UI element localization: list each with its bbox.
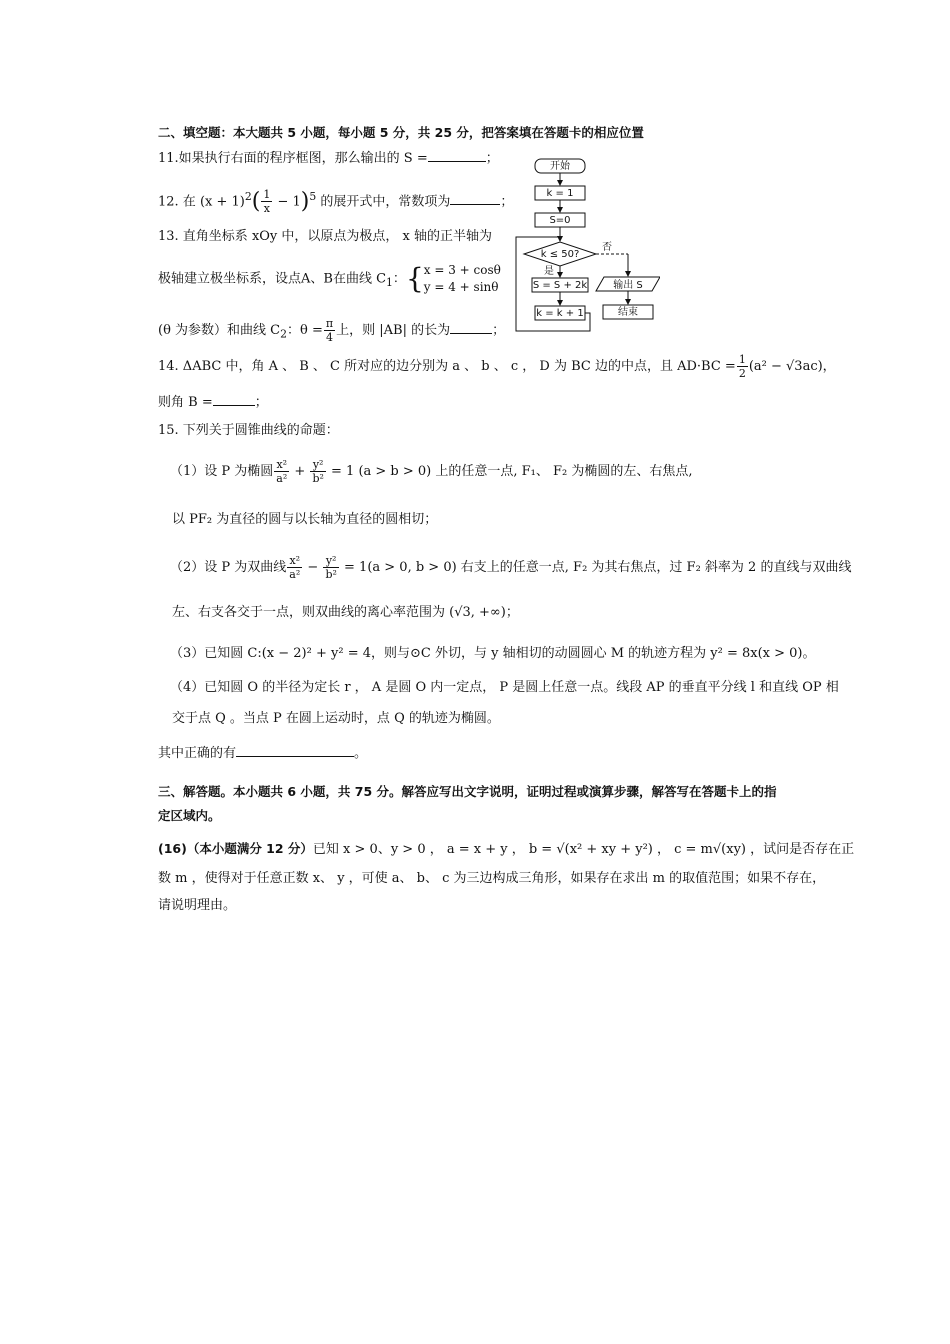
q15-p3: （3）已知圆 C:(x − 2)² + y² = 4，则与⊙C 外切，与 y 轴相切的动圆圆心 M 的轨迹方程为 y² = 8x(x > 0)。: [170, 646, 816, 661]
flow-init-k-text: k = 1: [546, 188, 574, 199]
flow-end-text: 结束: [618, 307, 638, 318]
q16-line1-text: 已知 x > 0、y > 0 ， a = x + y ， b = √(x² + xy + y²) ， c = m√(xy) ，试问是否存在正: [312, 842, 855, 857]
q15-p1-frac1: [274, 458, 289, 485]
flow-cond-text: k ≤ 50?: [540, 249, 580, 260]
q12-paren-open: (: [251, 188, 261, 214]
q13-line1: 13. 直角坐标系 xOy 中，以原点为极点， x 轴的正半轴为: [158, 229, 493, 244]
q12-expr-b: − 1: [273, 194, 301, 210]
flow-start-text: 开始: [550, 161, 570, 172]
q13-pi-num: π: [325, 317, 334, 330]
q15-p2-frac2: [323, 554, 338, 581]
q14-end: ；: [254, 395, 268, 410]
q15-answer-text: 其中正确的有: [158, 746, 237, 761]
q16-label: (16)（本小题满分 12 分）: [158, 841, 313, 856]
q15-p4b: 交于点 Q 。当点 P 在圆上运动时，点 Q 的轨迹为椭圆。: [172, 711, 500, 726]
q15-p2a: （2）设 P 为双曲线: [170, 560, 287, 575]
q15-p2b: = 1(a > 0, b > 0) 右支上的任意一点, F₂ 为其右焦点，过 F₂ 斜率为 2 的直线与双曲线: [339, 560, 852, 575]
q14-line1: [158, 352, 836, 382]
q14-line2: [158, 393, 268, 412]
q15-p1-fn1: x²: [274, 458, 289, 472]
q15-p2-minus: −: [303, 560, 323, 575]
q11-text: 11.如果执行右面的程序框图，那么输出的 S =: [158, 151, 428, 166]
q13-eq1: x = 3 + cosθ: [423, 263, 501, 277]
q13-eq2: y = 4 + sinθ: [423, 280, 499, 294]
q15-end: 。: [354, 746, 368, 761]
q11-end: ；: [485, 151, 499, 166]
section2-title: 二、填空题：本大题共 5 小题，每小题 5 分，共 25 分，把答案填在答题卡的相应位置: [158, 125, 644, 140]
q15-p2-fn2: y²: [323, 554, 338, 568]
q15-p2c: 左、右支各交于一点，则双曲线的离心率范围为 (√3, +∞)；: [172, 605, 519, 620]
flow-output-text: 输出 S: [613, 280, 643, 291]
q15-p1-fn2: y²: [310, 458, 325, 472]
q13-pi-frac: [324, 317, 335, 344]
q15-p2-frac1: [287, 554, 302, 581]
q11-blank: [428, 149, 486, 162]
q15-p1-plus: +: [290, 464, 310, 479]
q13-sub2: 2: [280, 327, 288, 341]
q14-half: [737, 353, 748, 380]
q14-half-den: 2: [738, 367, 746, 380]
q12-frac: [261, 188, 272, 215]
q12-lead: 12. 在: [158, 194, 196, 210]
q12-frac-den: x: [263, 202, 270, 216]
q12-exp-a: 2: [244, 190, 252, 203]
q12-tail: 的展开式中，常数项为: [320, 194, 451, 210]
q12-frac-num: 1: [263, 188, 271, 202]
q15-p2-fn1: x²: [287, 554, 302, 568]
q15-p1: [170, 456, 693, 488]
flow-no-label: 否: [602, 242, 612, 253]
flow-update-k-text: k = k + 1: [536, 308, 584, 319]
q13-line3c: 上，则 |AB| 的长为: [336, 323, 451, 338]
q14-line1a: 14. ΔABC 中，角 A 、 B 、 C 所对应的边分别为 a 、 b 、 c ， D 为 BC 边的中点，且 AD·BC =: [158, 359, 736, 374]
q15-blank: [236, 744, 354, 757]
q15-p1b: = 1 (a > b > 0) 上的任意一点, F₁、 F₂ 为椭圆的左、右焦点,: [326, 464, 693, 479]
q13-pi-den: 4: [325, 331, 333, 344]
q15-p1-fd1: a²: [276, 472, 288, 485]
q16-line2: 数 m ，使得对于任意正数 x、 y ，可使 a、 b、 c 为三边构成三角形，如果存在求出 m 的取值范围；如果不存在，: [158, 871, 826, 886]
q13-line3: [158, 316, 505, 350]
q12-expr-a: (x + 1): [199, 194, 245, 210]
q12-exp-b: 5: [309, 190, 317, 203]
section3-line1: 三、解答题。本小题共 6 小题，共 75 分。解答应写出文字说明，证明过程或演算步骤，解答写在答题卡上的指: [158, 784, 777, 799]
q13-system: [424, 262, 501, 296]
q13-line2: [158, 262, 501, 300]
q14-half-num: 1: [738, 353, 746, 366]
q14-blank: [213, 393, 255, 406]
q15-p2: [170, 552, 851, 584]
flow-update-s-text: S = S + 2k: [532, 280, 588, 291]
q13-brace: {: [405, 262, 424, 295]
q12-blank: [450, 192, 500, 205]
q13-line2-text: 极轴建立极坐标系，设点A、B在曲线 C: [158, 271, 387, 287]
q15-p1-fd2: b²: [312, 472, 324, 485]
q15-p2-fd2: b²: [325, 568, 337, 581]
q15-title: 15. 下列关于圆锥曲线的命题：: [158, 423, 339, 438]
program-flowchart: [510, 155, 660, 335]
q12-end: ；: [500, 194, 514, 210]
q16-line1: [158, 840, 854, 859]
flow-yes-label: 是: [544, 266, 554, 277]
q15-p1c: 以 PF₂ 为直径的圆与以长轴为直径的圆相切；: [172, 512, 438, 527]
question-11: [158, 149, 499, 168]
q13-colon: ：: [392, 271, 406, 287]
q15-p1-frac2: [310, 458, 325, 485]
q12-paren-close: ): [300, 188, 310, 214]
q15-p2-fd1: a²: [289, 568, 301, 581]
q13-blank: [450, 321, 492, 334]
section3-line2: 定区域内。: [158, 808, 221, 823]
q14-line2-text: 则角 B =: [158, 395, 213, 410]
q16-line3: 请说明理由。: [158, 898, 237, 913]
q14-line1b: (a² − √3ac)，: [748, 359, 836, 374]
q15-p4a: （4）已知圆 O 的半径为定长 r ， A 是圆 O 内一定点， P 是圆上任意一点。线段 AP 的垂直平分线 l 和直线 OP 相: [170, 680, 839, 695]
question-12: [158, 180, 513, 219]
q15-p1a: （1）设 P 为椭圆: [170, 464, 274, 479]
q15-answer: [158, 744, 367, 763]
q13-line3b: ：θ =: [287, 323, 323, 338]
flow-init-s-text: S=0: [549, 215, 571, 226]
q13-sub1: 1: [386, 276, 393, 290]
q13-line3a: (θ 为参数）和曲线 C: [158, 323, 281, 338]
q13-end: ；: [492, 323, 506, 338]
